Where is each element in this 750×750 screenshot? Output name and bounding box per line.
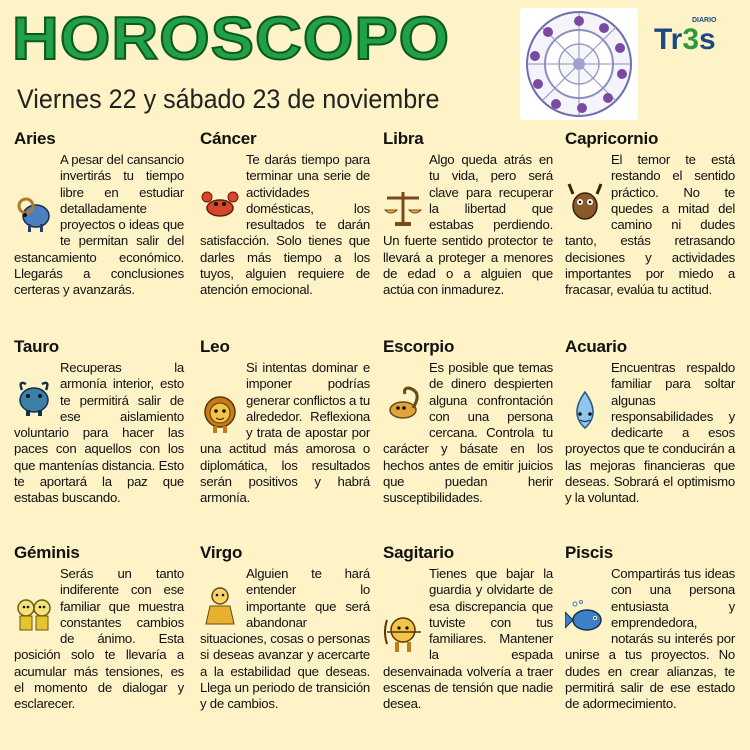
newspaper-logo: DIARIO Tr3s [654,17,717,56]
maiden-icon [200,584,240,626]
sign-pisces [565,542,735,713]
scorpion-icon [383,382,423,424]
sign-text: Compartirás tus ideas con una persona entusiasta y emprendedora, notarás su interés por unirse a tus proyectos. No dudes en crear alianzas, te permitirá salir de ese estado de adormecimiento. [565,566,735,712]
sign-gemini [14,542,184,713]
zodiac-wheel-icon [520,8,638,120]
sign-name: Escorpio [383,337,455,356]
sign-scorpio [383,336,553,507]
archer-icon [383,612,423,654]
sign-text: Encuentras respaldo familiar para soltar algunas responsabilidades y dedicarte a esos proyectos que te conducirán a las mejoras financieras que deseas. Sobrará el optimismo y la voluntad. [565,360,735,506]
sign-text: Si intentas dominar e imponer podrías generar conflictos a tu alrededor. Reflexiona y trata de apostar por una actitud más amorosa o diplomática, los resultados serán positivos y habrá armonía. [200,360,371,506]
sign-text: Alguien te hará entender lo importante que será abandonar situaciones, cosas o personas si deseas avanzar y acercarte a la estabilidad que deseas. Llega un periodo de transición y de cambios. [200,566,370,712]
sign-name: Cáncer [200,129,257,148]
bull-icon [14,376,54,418]
sign-text: Serás un tanto indiferente con ese familiar que muestra constantes cambios de ánimo. Esta posición solo te llevaría a acumular más tensiones, es el momento de dialogar y esclarecer. [14,566,184,712]
sign-name: Aries [14,129,56,148]
sign-libra [383,128,553,299]
sign-cancer [200,128,370,299]
sign-sagittarius [383,542,553,713]
sign-name: Acuario [565,337,627,356]
sign-name: Leo [200,337,230,356]
sign-aquarius [565,336,735,507]
scales-icon [383,186,423,228]
sign-text: Te darás tiempo para terminar una serie de actividades domésticas, los resultados te darán satisfacción. Solo tienes que darles más tiempo a los tuyos, alguien requiere de atención emocional. [200,152,370,298]
sign-name: Tauro [14,337,59,356]
sign-taurus [14,336,184,507]
sign-text: El temor te está restando el sentido práctico. No te quedes a mitad del camino ni dudes tanto, estás retrasando decisiones y actividades importantes por miedo a fracasar, evalúa tu actitud. [565,152,735,298]
fish-icon [565,598,605,640]
water-drop-icon [565,390,605,432]
sign-aries [14,128,184,299]
goat-icon [565,182,605,224]
sign-capricorn [565,128,735,299]
sign-name: Capricornio [565,129,659,148]
crab-icon [200,182,240,224]
sign-virgo [200,542,370,713]
sign-name: Géminis [14,543,80,562]
sign-text: Algo queda atrás en tu vida, pero será clave para recuperar la libertad que estabas perdiendo. Un fuerte sentido protector te llevará a proteger a menores de edad o a alguien que actúa con inmadurez. [383,152,553,298]
ram-icon [14,192,54,234]
sign-text: Recuperas la armonía interior, esto te permitirá salir de ese aislamiento voluntario para hacer las paces con aquellos con los que mantenías distancia. Esto te aportará la paz que estabas buscando. [14,360,184,506]
lion-icon [200,392,240,434]
sign-leo [200,336,370,507]
sign-text: Es posible que temas de dinero despierten alguna confrontación con una persona cercana. Controla tu carácter y básate en los hechos antes de emitir juicios que puedan herir susceptibilidades. [383,360,553,506]
page-title: HOROSCOPO [12,5,451,72]
sign-text: A pesar del cansancio invertirás tu tiempo libre en estudiar detalladamente proyectos o ideas que te permitan salir del estancamiento económico. Llegarás a conclusiones certeras y avanzarás. [14,152,184,298]
signs-grid [10,124,745,744]
sign-text: Tienes que bajar la guardia y olvidarte de esa discrepancia que tuviste con tus familiares. Mantener la espada desenvainada volvería a traer escenas de tensión que nadie desea. [383,566,553,712]
sign-name: Virgo [200,543,243,562]
sign-name: Libra [383,129,424,148]
page-date: Viernes 22 y sábado 23 de noviembre [17,84,440,114]
sign-name: Piscis [565,543,613,562]
twins-icon [14,596,54,638]
sign-name: Sagitario [383,543,454,562]
